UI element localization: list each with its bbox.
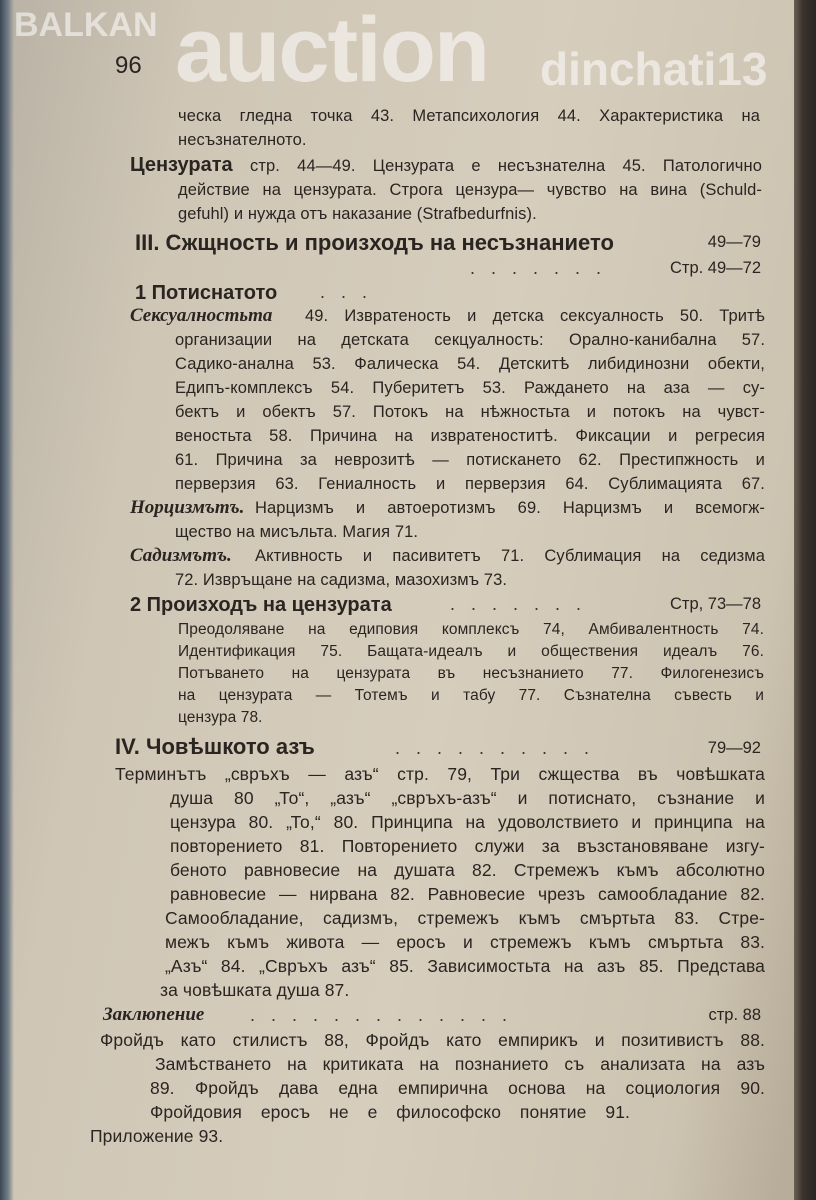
text-line: 61. Причина за неврозитѣ — потискането 62. Престипжность и [175,451,765,469]
appendix-line: Приложение 93. [90,1126,224,1146]
text-line: веностьта 58. Причина на извратеноститѣ. Фиксации и регресия [175,427,765,445]
leader-dots: ....... [450,594,598,614]
text-line: Фройдовия еросъ не е философско понятие 91. [150,1102,630,1122]
section-3-sub-pages: Стр. 49—72 [669,259,761,277]
watermark-line2: auction [175,0,489,101]
text-line: 72. Извръщане на садизма, мазохизмъ 73. [175,571,508,589]
page-edge-shadow [794,0,816,1200]
text-line: перверзия 63. Гениалность и перверзия 64. Сублимацията 67. [175,475,765,493]
leader-dots: ... [320,282,384,302]
text-line: 49. Извратеность и детска сексуалность 50. Тритѣ [305,307,765,325]
leader-dots: ............. [250,1005,524,1025]
text-line: Идентификация 75. Бащата-идеалъ и обществения идеалъ 76. [178,643,764,660]
text-line: 89. Фройдъ дава една емпирична основа на социология 90. [150,1078,765,1098]
text-line: Фройдъ като стилистъ 88, Фройдъ като емпирикъ и позитивистъ 88. [100,1030,765,1050]
leader-dots: .......... [395,738,606,758]
watermark-line3: dinchati13 [540,43,768,95]
text-line: межъ къмъ живота — еросъ и стремежъ къмъ смъртьта 83. [165,932,765,952]
section-4-heading: IV. Човѣшкото азъ [115,734,315,759]
text-line: бектъ и обектъ 57. Потокъ на нѣжностьта и потокъ на чувст- [175,403,765,421]
sadism-label: Садизмътъ. [130,545,232,566]
text-line: Потъването на цензурата въ несъзнанието 77. Филогенезисъ [178,665,764,682]
text-line: повторението 81. Повторението служи за възстановяване изгу- [170,836,765,856]
section-3-heading: III. Сжщность и произходъ на несъзнанието [135,230,614,255]
text-line: цензура 78. [178,709,263,726]
text-line: организации на детската секцуалность: Орално-канибална 57. [175,331,765,349]
text-line: за човѣшката душа 87. [160,980,350,1000]
text-line: душа 80 „То“, „азъ“ „свръхъ-азъ“ и потиснато, съзнание и [170,788,765,808]
section-3-pages: 49—79 [707,233,761,251]
text-line: „Азъ“ 84. „Свръхъ азъ“ 85. Зависимостьта на азъ 85. Представа [165,956,765,976]
text-line: Самообладание, садизмъ, стремежъ къмъ смъртьта 83. Стре- [165,908,765,928]
leader-dots: ....... [470,258,618,278]
conclusion-pages: стр. 88 [708,1006,761,1024]
text-line: равновесие — нирвана 82. Равновесие чрезъ самообладание 82. [170,884,765,904]
text-line: стр. 44—49. Цензурата е несъзнателна 45. Патологично [250,157,762,175]
part-2-heading: 2 Произходъ на цензурата [130,594,392,616]
text-line: беното равновесие на душата 82. Стремежъ къмъ абсолютно [170,860,765,880]
sexuality-label: Сексуалностьта [130,305,273,326]
text-line: Нарцизмъ и автоеротизмъ 69. Нарцизмъ и всемогж- [255,499,765,517]
text-line: ческа гледна точка 43. Метапсихология 44. Характеристика на [178,107,760,125]
book-spine-edge [0,0,14,1200]
text-line: Садико-анална 53. Фалическа 54. Детскитѣ либидинозни обекти, [175,355,765,373]
text-line: Преодоляване на едиповия комплексъ 74, Амбивалентность 74. [178,621,764,638]
text-line: Едипъ-комплексъ 54. Пуберитетъ 53. Раждането на аза — су- [175,379,765,397]
text-line: Терминътъ „свръхъ — азъ“ стр. 79, Три сжщества въ човѣшката [115,764,765,784]
section-4-pages: 79—92 [707,739,761,757]
text-line: gefuhl) и нужда отъ наказание (Strafbedurfnis). [178,205,537,223]
heading-censorship: Цензурата [130,154,233,176]
part-2-pages: Стр, 73—78 [669,595,761,613]
text-line: цензура 80. „То,“ 80. Принципа на удоволствието и принципа на [170,812,765,832]
text-line: действие на цензурата. Строга цензура— чувство на вина (Schuld- [178,181,762,199]
conclusion-heading: Заклюпение [103,1004,205,1025]
part-1-heading: 1 Потиснатото [135,282,278,304]
text-line: на цензурата — Тотемъ и табу 77. Съзнателна съвесть и [178,687,764,704]
narcissism-label: Норцизмътъ. [130,497,245,518]
text-line: щество на мисъльта. Магия 71. [175,523,419,541]
page-number: 96 [115,52,142,79]
text-line: несъзнателното. [178,131,307,149]
watermark-line1: BALKAN [14,6,158,44]
text-line: Активность и пасивитетъ 71. Сублимация на седизма [255,547,765,565]
text-line: Замѣстването на критиката на познанието съ анализата на азъ [155,1054,765,1074]
